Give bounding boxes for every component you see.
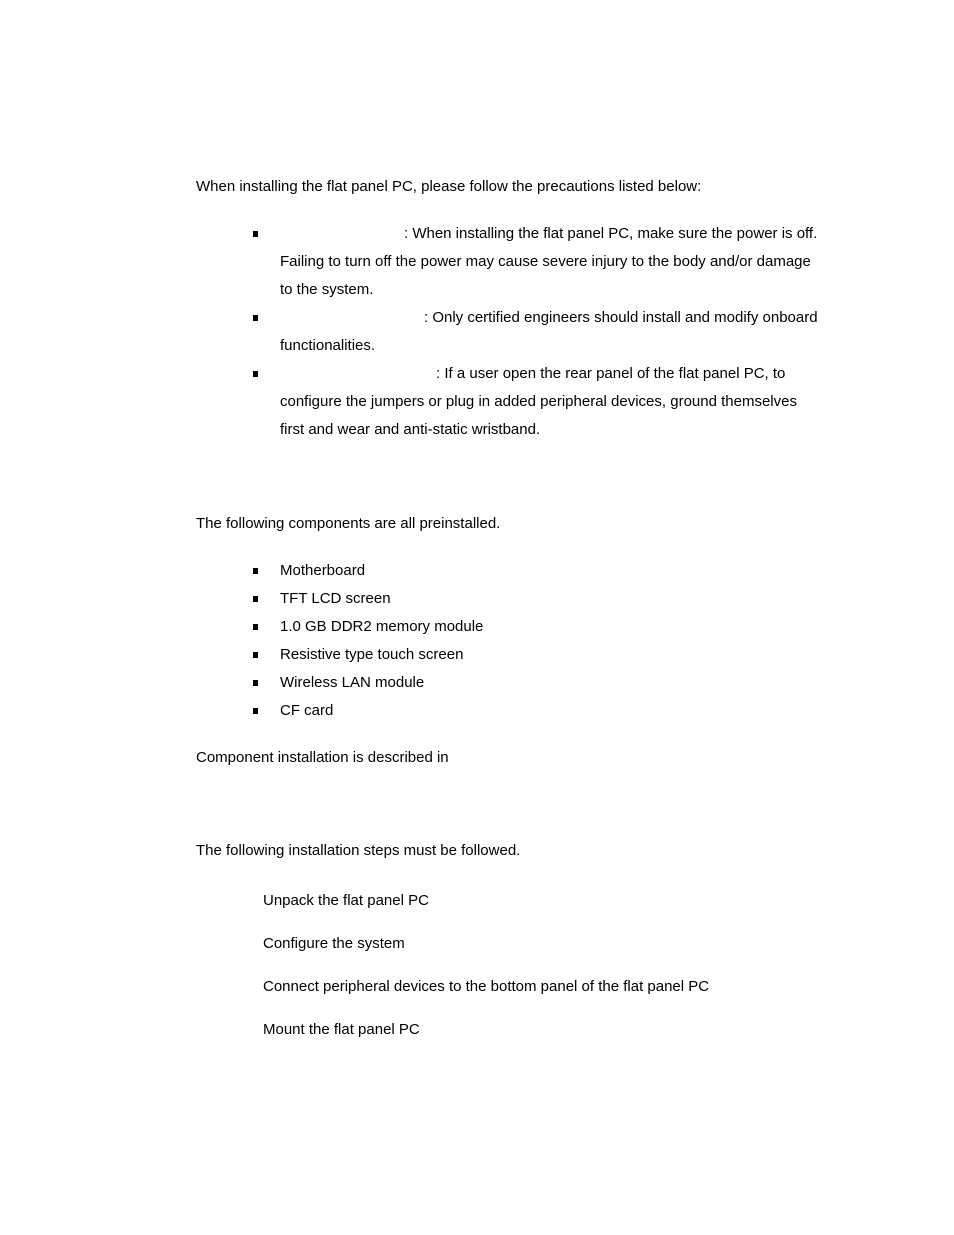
list-item (0, 613, 820, 641)
bullet-icon (253, 315, 258, 321)
installation-steps (263, 892, 709, 1064)
component-name: TFT LCD screen (280, 590, 391, 607)
step-item: Connect peripheral devices to the bottom panel of the flat panel PC (263, 978, 710, 995)
list-item (0, 557, 820, 585)
component-name: CF card (280, 702, 334, 719)
installation-intro: The following installation steps must be followed. (196, 842, 521, 859)
bullet-icon (253, 371, 258, 377)
component-name: Wireless LAN module (280, 674, 425, 691)
bullet-icon (253, 231, 258, 237)
list-item (0, 641, 820, 669)
precaution-text: : If a user open the rear panel of the flat panel PC, to configure the jumpers or plug in added peripheral devices, ground themselves first and wear and anti-static wristband. (280, 365, 797, 438)
step-item: Mount the flat panel PC (263, 1021, 420, 1038)
step-item: Configure the system (263, 935, 405, 952)
bullet-icon (253, 596, 258, 602)
bullet-icon (253, 652, 258, 658)
precautions-list (0, 220, 820, 444)
component-installation-note: Component installation is described in (196, 749, 449, 766)
list-item (0, 360, 820, 444)
bullet-icon (253, 568, 258, 574)
step-item: Unpack the flat panel PC (263, 892, 429, 909)
list-item (0, 669, 820, 697)
precautions-intro: When installing the flat panel PC, please follow the precautions listed below: (196, 178, 702, 195)
list-item (0, 304, 820, 360)
list-item (0, 585, 820, 613)
list-item (0, 697, 820, 725)
precaution-text: : When installing the flat panel PC, make sure the power is off. Failing to turn off the power may cause severe injury to the body and/or damage to the system. (280, 225, 818, 298)
precaution-text: : Only certified engineers should install and modify onboard functionalities. (280, 309, 818, 354)
component-name: Motherboard (280, 562, 366, 579)
component-name: Resistive type touch screen (280, 646, 464, 663)
bullet-icon (253, 624, 258, 630)
components-intro: The following components are all preinstalled. (196, 515, 501, 532)
component-name: 1.0 GB DDR2 memory module (280, 618, 484, 635)
components-list (0, 557, 820, 725)
bullet-icon (253, 708, 258, 714)
list-item (0, 220, 820, 304)
bullet-icon (253, 680, 258, 686)
